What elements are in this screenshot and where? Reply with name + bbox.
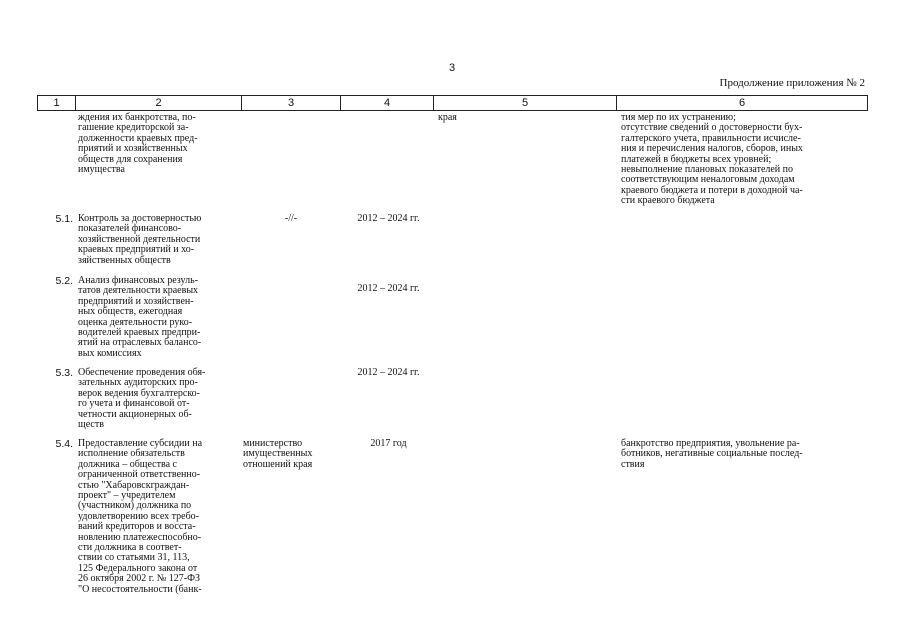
table-header-row [37,95,868,111]
result-cell: края [438,112,457,123]
responsible-cell: -//- [284,213,298,224]
period-cell: 2012 – 2024 гг. [357,367,420,378]
column-header-1: 1 [37,96,75,110]
measure-cell: Контроль за достоверностью показателей финансово- хозяйственной деятельности краевых предприятий и хо- зяйственных обществ [78,213,202,266]
continuation-note: Продолжение приложения № 2 [719,77,865,89]
column-header-5: 5 [433,96,616,110]
row-number: 5.2. [55,275,73,287]
row-number: 5.4. [55,438,73,450]
measure-cell: Предоставление субсидии на исполнение обязательств должника – общества с ограниченной ответственно- стью "Хабаровскграждан- проект" – учредителем (участником) должника по удовлетворению всех требо- ваний кредиторов и восста- новлению платежеспособно- сти должника в соответ- ствии со статьями 31, 113, 125 Федерального закона от 26 октября 2002 г. № 127-ФЗ "О несостоятельности (банк- [78,438,203,595]
page-number: 3 [448,62,456,74]
row-number: 5.3. [55,367,73,379]
risks-cell: банкротство предприятия, увольнение ра- ботников, негативные социальные послед- ствия [621,438,803,470]
column-header-4: 4 [340,96,433,110]
period-cell: 2012 – 2024 гг. [357,213,420,224]
measure-cell: Анализ финансовых резуль- татов деятельности краевых предприятий и хозяйствен- ных обществ, ежегодная оценка деятельности руко- водителей краевых предпри- ятий на отраслевых балансо- вых комиссиях [78,275,202,359]
responsible-cell: министерство имущественных отношений края [243,438,313,470]
column-header-6: 6 [616,96,868,110]
measure-cell: ждения их банкротства, по- гашение кредиторской за- долженности краевых пред- приятий и хозяйственных обществ для сохранения имущества [78,112,198,176]
period-cell: 2012 – 2024 гг. [357,283,420,294]
column-header-3: 3 [241,96,340,110]
row-number: 5.1. [55,213,73,225]
risks-cell: тия мер по их устранению; отсутствие сведений о достоверности бух- галтерского учета, правильности исчисле- ния и перечисления налогов, сборов, иных платежей в бюджеты всех уровней; невыполнение плановых показателей по соответствующим неналоговым доходам краевого бюджета и потери в доходной ча- сти краевого бюджета [621,112,803,207]
measure-cell: Обеспечение проведения обя- зательных аудиторских про- верок ведения бухгалтерско- го учета и финансовой от- четности акционерных об- ществ [78,367,206,431]
column-header-2: 2 [75,96,241,110]
period-cell: 2017 год [370,438,407,449]
